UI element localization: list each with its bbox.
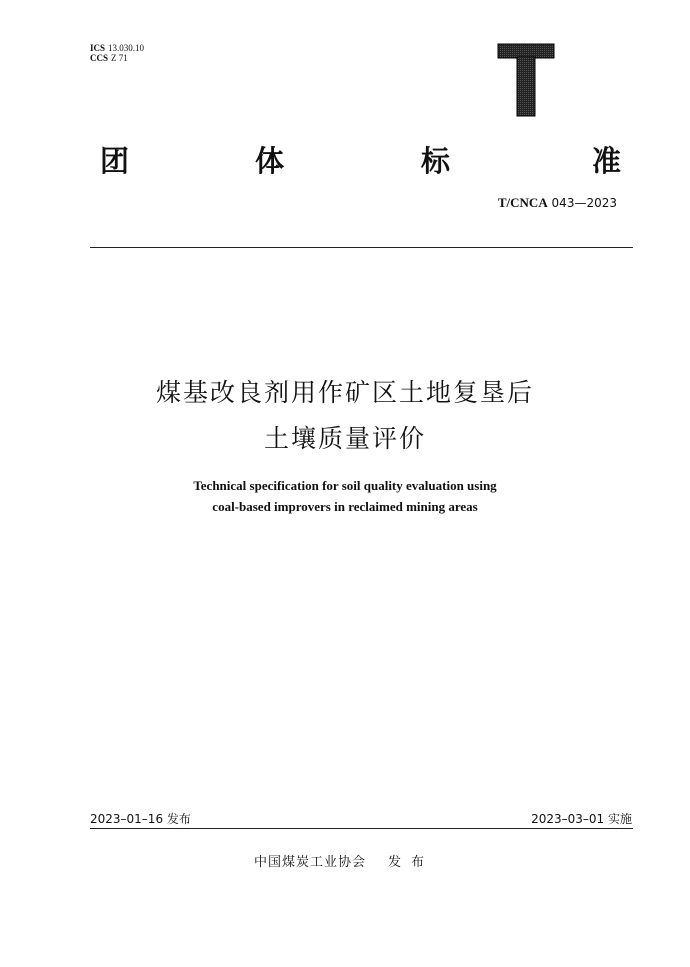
- top-divider: [90, 247, 633, 248]
- standard-number-year: 2023: [586, 196, 617, 210]
- standard-number: [498, 195, 617, 211]
- publisher-line: [254, 851, 434, 870]
- publisher-name: 中国煤炭工业协会: [254, 855, 367, 870]
- standard-type-heading: [90, 143, 620, 183]
- ccs-row: [90, 53, 144, 63]
- english-title-line-2: coal-based improvers in reclaimed mining areas: [212, 499, 478, 514]
- ics-label: ICS: [90, 43, 106, 53]
- issue-date: 2023–01–16 发布: [90, 812, 191, 826]
- implementation-date: 2023–03–01 实施: [531, 812, 632, 826]
- standard-type-char-1: 团: [100, 144, 130, 178]
- ics-code: 13.030.10: [108, 43, 145, 53]
- chinese-title-line-2: 土壤质量评价: [263, 424, 426, 453]
- ics-row: [90, 43, 144, 53]
- ccs-code: Z 71: [111, 53, 128, 63]
- english-title-line-1: Technical specification for soil quality evaluation using: [193, 478, 497, 493]
- standard-type-char-4: 准: [592, 144, 622, 178]
- standard-number-value: 043: [551, 196, 575, 210]
- standard-number-separator: —: [574, 196, 587, 210]
- logo-letter-t: [498, 44, 554, 116]
- standard-number-prefix: T/CNCA: [497, 195, 548, 210]
- publisher-action: 发布: [388, 855, 435, 870]
- ccs-label: CCS: [90, 53, 109, 63]
- bottom-divider: [90, 828, 633, 829]
- classification-codes: [90, 43, 144, 63]
- standard-type-char-2: 体: [255, 144, 285, 178]
- chinese-title-line-1: 煤基改良剂用作矿区土地复垦后: [155, 378, 534, 407]
- standard-type-logo: [496, 42, 556, 118]
- standard-type-char-3: 标: [421, 144, 451, 178]
